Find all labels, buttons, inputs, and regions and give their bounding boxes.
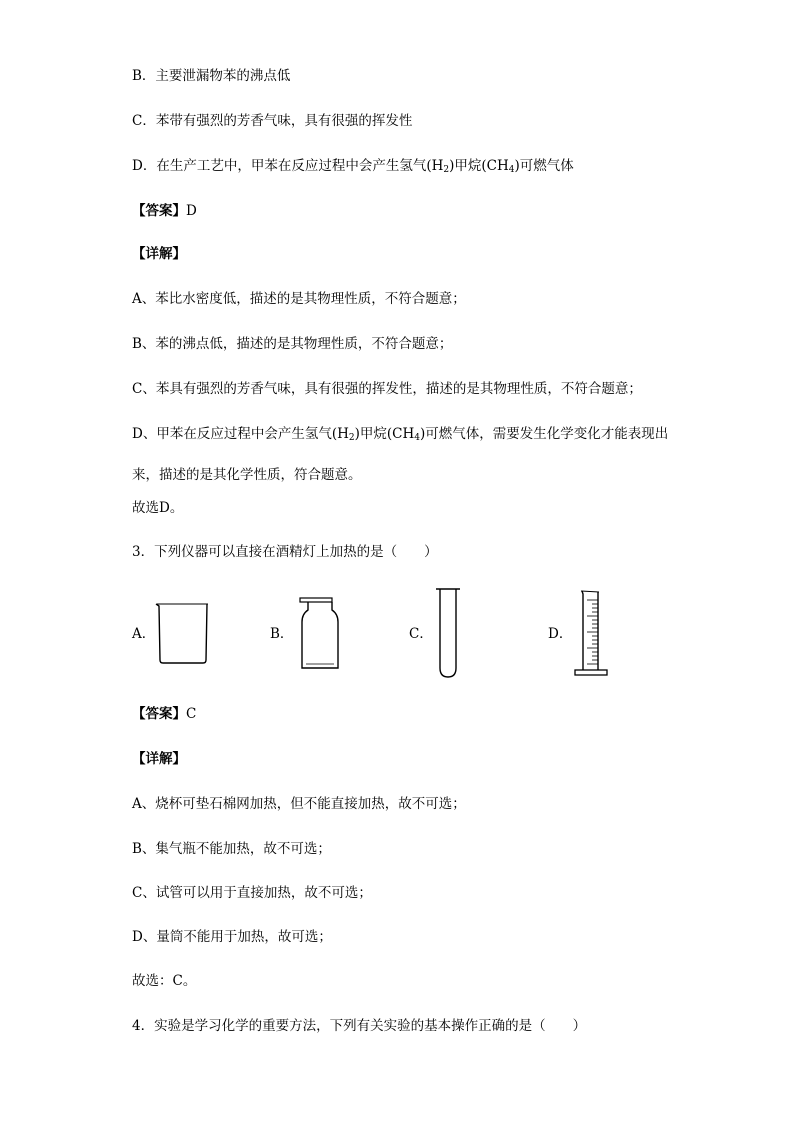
q2-explain-d: D、甲苯在反应过程中会产生氢气$(H_2)$甲烷$(CH_4)$可燃气体，需要发生化学变化才能表现出来，描述的是其化学性质，符合题意。: [132, 426, 669, 483]
q3-option-a-label: A．: [132, 626, 156, 642]
beaker-icon: [154, 600, 212, 666]
q2-option-c: C．苯带有强烈的芳香气味，具有很强的挥发性: [132, 113, 413, 129]
q3-conclusion: 故选：C。: [132, 973, 197, 989]
q2-explain-c: C、苯具有强烈的芳香气味，具有很强的挥发性，描述的是其物理性质，不符合题意；: [132, 381, 642, 397]
gas-collecting-bottle-icon: [296, 596, 344, 672]
q2-answer: 【答案】D: [132, 203, 197, 219]
q2-option-d: D．在生产工艺中，甲苯在反应过程中会产生氢气$(H_2)$甲烷$(CH_4)$可燃气体: [132, 158, 574, 175]
q2-explain-b: B、苯的沸点低，描述的是其物理性质，不符合题意；: [132, 336, 453, 352]
q2-option-b: B．主要泄漏物苯的沸点低: [132, 68, 291, 84]
answer-label: 【答案】: [132, 203, 186, 219]
q3-option-c-label: C．: [409, 626, 433, 642]
q3-explain-b: B、集气瓶不能加热，故不可选；: [132, 841, 331, 857]
answer-label: 【答案】: [132, 706, 186, 722]
q3-option-b-label: B．: [270, 626, 294, 642]
q3-explain-a: A、烧杯可垫石棉网加热，但不能直接加热，故不可选；: [132, 796, 466, 812]
q4-question: 4．实验是学习化学的重要方法，下列有关实验的基本操作正确的是（ ）: [132, 1018, 587, 1034]
q3-answer: 【答案】C: [132, 706, 197, 722]
q2-explain-a: A、苯比水密度低，描述的是其物理性质，不符合题意；: [132, 291, 466, 307]
q2-detail-label: 【详解】: [132, 246, 186, 262]
q2-conclusion: 故选D。: [132, 500, 184, 516]
q3-detail-label: 【详解】: [132, 751, 186, 767]
q3-explain-d: D、量筒不能用于加热，故可选；: [132, 929, 332, 945]
graduated-cylinder-icon: [572, 588, 610, 680]
q3-explain-c: C、试管可以用于直接加热，故不可选；: [132, 885, 372, 901]
q3-option-d-label: D．: [548, 626, 573, 642]
test-tube-icon: [434, 586, 462, 680]
q3-question: 3．下列仪器可以直接在酒精灯上加热的是（ ）: [132, 544, 438, 560]
